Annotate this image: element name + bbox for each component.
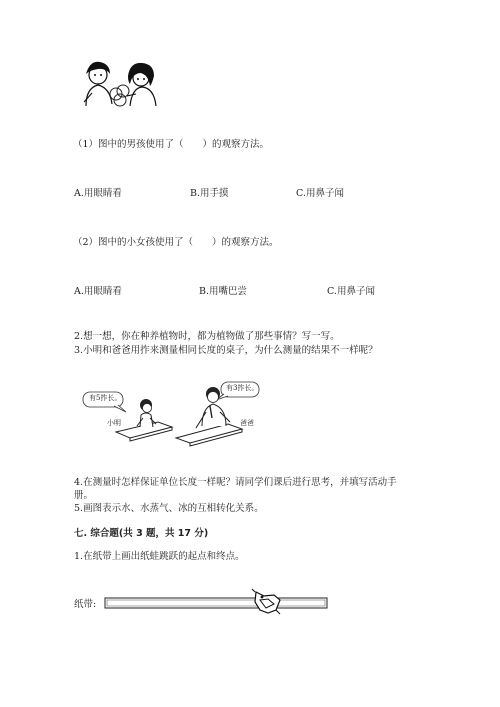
question-2: 2.想一想，你在种养植物时，都为植物做了那些事情？写一写。 <box>74 331 340 342</box>
question-3: 3.小明和爸爸用拃来测量相同长度的桌子，为什么测量的结果不一样呢？ <box>74 345 378 356</box>
label-xiaoming: 小明 <box>107 419 121 427</box>
option-1-2-c: C.用鼻子闻 <box>327 286 375 297</box>
bubble-left-text: 有5拃长。 <box>89 394 122 402</box>
option-1-2-b: B.用嘴巴尝 <box>199 286 248 297</box>
question-1-2: （2）图中的小女孩使用了（ ）的观察方法。 <box>73 237 279 248</box>
question-5: 5.画图表示水、水蒸气、冰的互相转化关系。 <box>74 503 264 514</box>
question-1-1: （1）图中的男孩使用了（ ）的观察方法。 <box>73 139 270 150</box>
option-1-1-b: B.用手摸 <box>190 188 229 199</box>
option-1-1-c: C.用鼻子闻 <box>296 188 344 199</box>
question-4-line2: 册。 <box>74 490 94 501</box>
label-dad: 爸爸 <box>240 419 254 427</box>
paper-frog-icon <box>252 589 280 614</box>
option-1-1-a: A.用眼睛看 <box>74 188 122 199</box>
section-7-question-1: 1.在纸带上画出纸蛙跳跃的起点和终点。 <box>74 551 245 562</box>
bubble-right-text: 有3拃长。 <box>226 384 259 392</box>
paper-strip <box>104 588 330 618</box>
paper-strip-label: 纸带: <box>74 599 97 610</box>
question-4-line1: 4.在测量时怎样保证单位长度一样呢？请同学们课后进行思考，并填写活动手 <box>74 477 397 488</box>
observing-children-illustration <box>78 58 162 110</box>
section-7-heading: 七. 综合题(共 3 题，共 17 分) <box>74 528 209 539</box>
measuring-table-illustration <box>80 378 260 450</box>
option-1-2-a: A.用眼睛看 <box>74 286 122 297</box>
